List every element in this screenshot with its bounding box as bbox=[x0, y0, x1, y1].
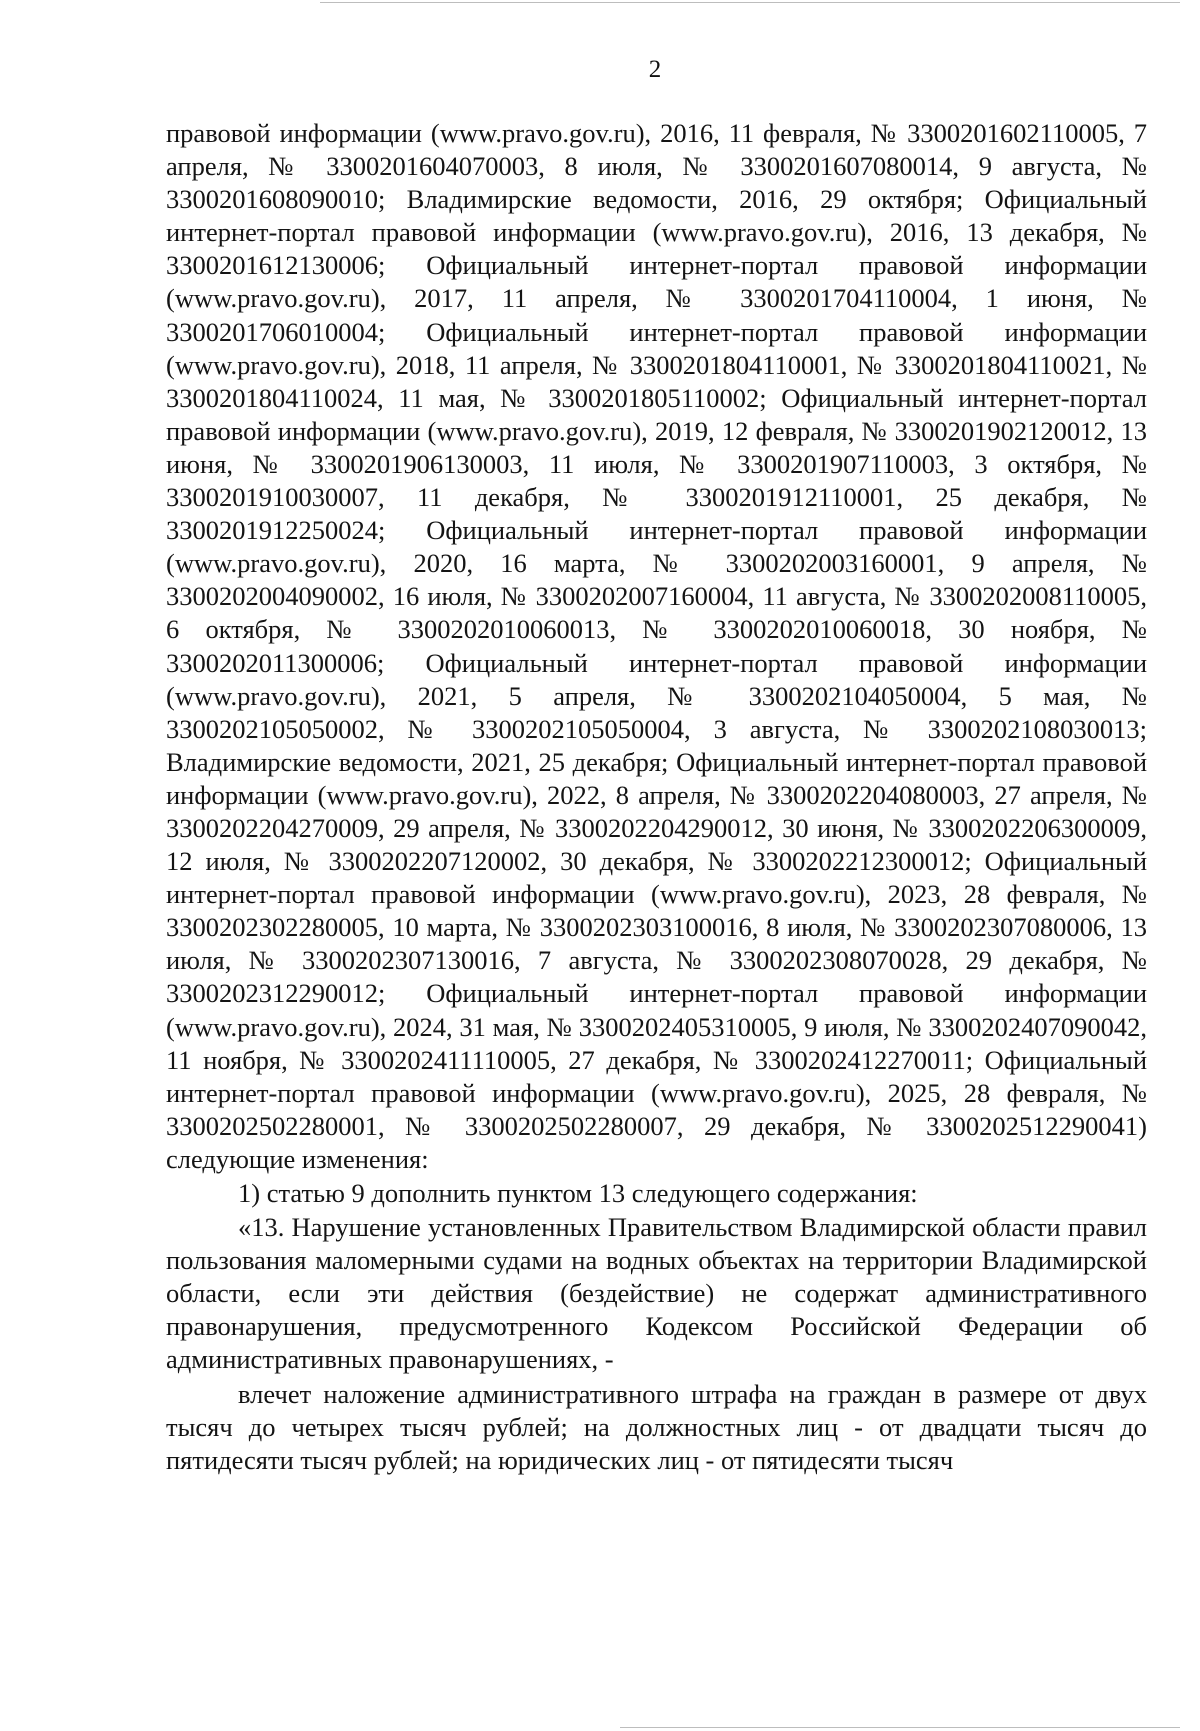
document-body bbox=[166, 117, 1147, 1477]
paragraph-clause-13: «13. Нарушение установленных Правительством Владимирской области правил пользования маломерными судами на водных объектах на территории Владимирской области, если эти действия (бездействие) не содержат административного правонарушения, предусмотренного Кодексом Российской Федерации об административных правонарушениях, - bbox=[166, 1212, 1147, 1375]
scan-edge-top bbox=[320, 2, 1180, 3]
paragraph-sources-list: правовой информации (www.pravo.gov.ru), 2016, 11 февраля, № 3300201602110005, 7 апреля, № 3300201604070003, 8 июля, № 3300201607080014, 9 августа, № 3300201608090010; Владимирские ведомости, 2016, 29 октября; Официальный интернет-портал правовой информации (www.pravo.gov.ru), 2016, 13 декабря, № 3300201612130006; Официальный интернет-портал правовой информации (www.pravo.gov.ru), 2017, 11 апреля, № 3300201704110004, 1 июня, № 3300201706010004; Официальный интернет-портал правовой информации (www.pravo.gov.ru), 2018, 11 апреля, № 3300201804110001, № 3300201804110021, № 3300201804110024, 11 мая, № 3300201805110002; Официальный интернет-портал правовой информации (www.pravo.gov.ru), 2019, 12 февраля, № 3300201902120012, 13 июня, № 3300201906130003, 11 июля, № 3300201907110003, 3 октября, № 3300201910030007, 11 декабря, № 3300201912110001, 25 декабря, № 3300201912250024; Официальный интернет-портал правовой информации (www.pravo.gov.ru), 2020, 16 марта, № 3300202003160001, 9 апреля, № 3300202004090002, 16 июля, № 3300202007160004, 11 августа, № 3300202008110005, 6 октября, № 3300202010060013, № 3300202010060018, 30 ноября, № 3300202011300006; Официальный интернет-портал правовой информации (www.pravo.gov.ru), 2021, 5 апреля, № 3300202104050004, 5 мая, № 3300202105050002, № 3300202105050004, 3 августа, № 3300202108030013; Владимирские ведомости, 2021, 25 декабря; Официальный интернет-портал правовой информации (www.pravo.gov.ru), 2022, 8 апреля, № 3300202204080003, 27 апреля, № 3300202204270009, 29 апреля, № 3300202204290012, 30 июня, № 3300202206300009, 12 июля, № 3300202207120002, 30 декабря, № 3300202212300012; Официальный интернет-портал правовой информации (www.pravo.gov.ru), 2023, 28 февраля, № 3300202302280005, 10 марта, № 3300202303100016, 8 июля, № 3300202307080006, 13 июля, № 3300202307130016, 7 августа, № 3300202308070028, 29 декабря, № 3300202312290012; Официальный интернет-портал правовой информации (www.pravo.gov.ru), 2024, 31 мая, № 3300202405310005, 9 июля, № 3300202407090042, 11 ноября, № 3300202411110005, 27 декабря, № 3300202412270011; Официальный интернет-портал правовой информации (www.pravo.gov.ru), 2025, 28 февраля, № 3300202502280001, № 3300202502280007, 29 декабря, № 3300202512290041) следующие изменения: bbox=[166, 118, 1147, 1174]
scan-edge-bottom bbox=[620, 1727, 1180, 1728]
paragraph-amendment-item-1: 1) статью 9 дополнить пунктом 13 следующего содержания: bbox=[238, 1178, 918, 1208]
page-number: 2 bbox=[648, 56, 662, 83]
paragraph-penalty: влечет наложение административного штрафа на граждан в размере от двух тысяч до четырех тысяч рублей; на должностных лиц - от двадцати тысяч до пятидесяти тысяч рублей; на юридических лиц - от пятидесяти тысяч bbox=[166, 1378, 1147, 1475]
